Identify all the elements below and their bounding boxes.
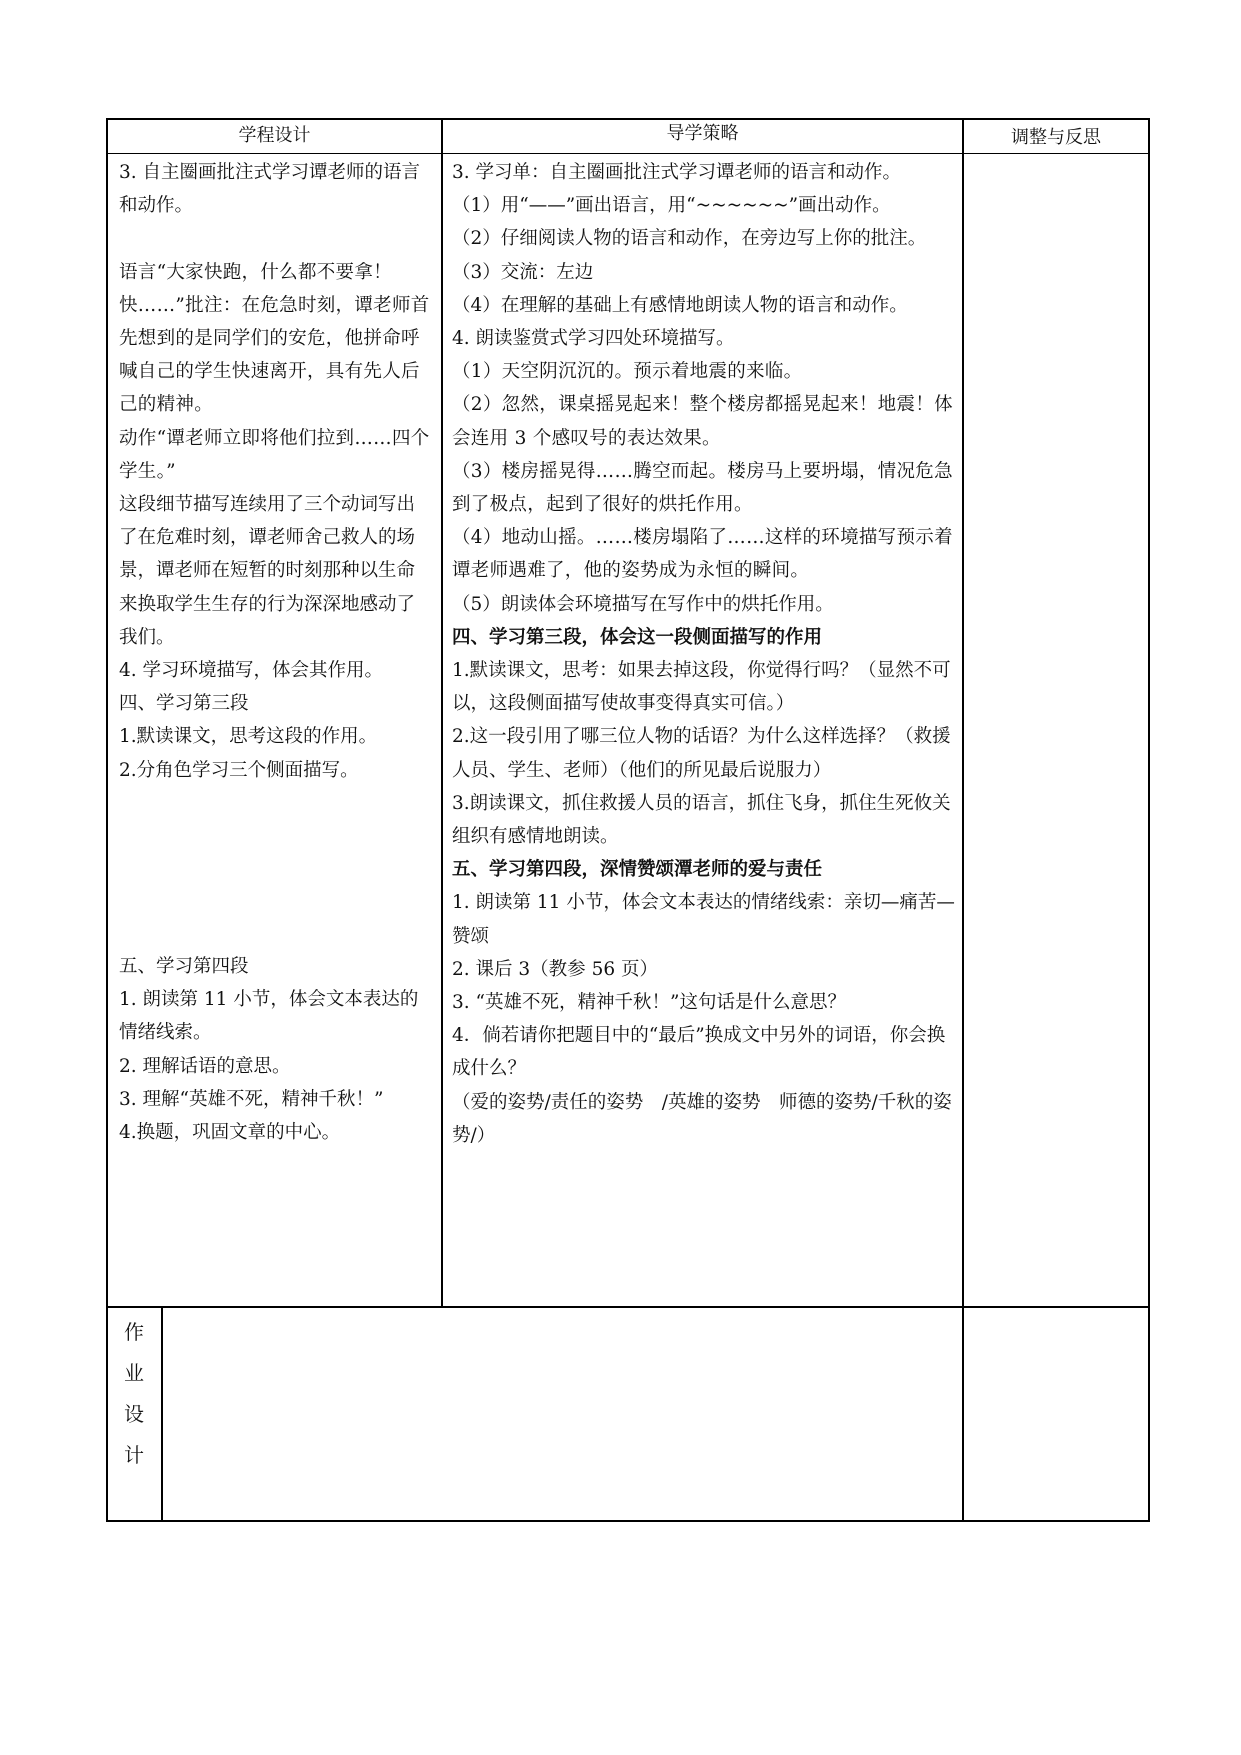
header-col1: 学程设计 (238, 125, 311, 146)
col2-item: （5）朗读体会环境描写在写作中的烘托作用。 (452, 593, 834, 615)
col2-item: （2）仔细阅读人物的语言和动作，在旁边写上你的批注。 (452, 228, 927, 250)
col2-item: （4）地动山摇。……楼房塌陷了……这样的环境描写预示着谭老师遇难了，他的姿势成为永恒的瞬间。 (452, 527, 953, 582)
col2-item: 3.朗读课文，抓住救援人员的语言，抓住飞身，抓住生死攸关组织有感情地朗读。 (452, 792, 951, 848)
col2-section-heading: 五、学习第四段，深情赞颂潭老师的爱与责任 (452, 859, 823, 881)
col1-blank (119, 222, 433, 255)
col1-item: 这段细节描写连续用了三个动词写出了在危难时刻，谭老师舍己救人的场景，谭老师在短暂的时刻那种以生命来换取学生生存的行为深深地感动了我们。 (119, 494, 416, 648)
homework-label-char: 作 (124, 1320, 144, 1344)
homework-design-label (106, 1312, 162, 1476)
col2-item: 4. 朗读鉴赏式学习四处环境描写。 (452, 328, 735, 350)
col2-item: 4．倘若请你把题目中的“最后”换成文中另外的词语，你会换成什么？ (452, 1025, 946, 1080)
table-border-bottom (106, 1520, 1150, 1522)
col2-item: （2）忽然，课桌摇晃起来！整个楼房都摇晃起来！地震！体会连用 3 个感叹号的表达效果。 (452, 394, 953, 449)
col-divider-2 (962, 118, 964, 1522)
col2-item: 2. 课后 3（教参 56 页） (452, 958, 658, 980)
col2-item: （3）交流：左边 (452, 261, 594, 283)
col2-item: 2.这一段引用了哪三位人物的话语？为什么这样选择？（救援人员、学生、老师）（他们的所见最后说服力） (452, 726, 951, 781)
col1-item: 2.分角色学习三个侧面描写。 (119, 759, 359, 781)
col2-item: （3）楼房摇晃得……腾空而起。楼房马上要坍塌，情况危急到了极点，起到了很好的烘托作用。 (452, 460, 953, 516)
table-border-right (1148, 118, 1150, 1522)
col1-item: 语言“大家快跑，什么都不要拿！快……”批注：在危急时刻，谭老师首先想到的是同学们的安危，他拼命呼喊自己的学生快速离开，具有先人后己的精神。 (119, 261, 430, 416)
col1-item: 动作“谭老师立即将他们拉到……四个学生。” (119, 427, 430, 482)
col-divider-1 (441, 118, 443, 1307)
homework-label-char: 业 (124, 1361, 144, 1385)
col1-item: 4.换题，巩固文章的中心。 (119, 1122, 341, 1144)
col2-item: （1）用“——”画出语言，用“~~~~~~”画出动作。 (452, 195, 891, 217)
col2-item: 1. 朗读第 11 小节，体会文本表达的情绪线索：亲切—痛苦—赞颂 (452, 892, 955, 947)
homework-divider (106, 1306, 1150, 1308)
homework-label-char: 设 (124, 1402, 144, 1426)
col2-item: （1）天空阴沉沉的。预示着地震的来临。 (452, 361, 803, 383)
header-col2: 导学策略 (666, 123, 739, 144)
column-guided-strategy (452, 156, 957, 1152)
col1-item: 1. 朗读第 11 小节，体会文本表达的情绪线索。 (119, 989, 419, 1044)
col2-section-heading: 四、学习第三段，体会这一段侧面描写的作用 (452, 626, 823, 648)
col2-item: （爱的姿势/责任的姿势 /英雄的姿势 师德的姿势/千秋的姿势/） (452, 1091, 952, 1146)
col1-item: 3. 理解“英雄不死，精神千秋！” (119, 1088, 384, 1110)
col2-item: 3. “英雄不死，精神千秋！”这句话是什么意思？ (452, 992, 846, 1014)
col1-item: 1.默读课文，思考这段的作用。 (119, 726, 378, 748)
col1-item: 4. 学习环境描写，体会其作用。 (119, 660, 384, 682)
col2-item: （4）在理解的基础上有感情地朗读人物的语言和动作。 (452, 294, 908, 316)
col1-item: 四、学习第三段 (119, 693, 249, 715)
homework-label-char: 计 (124, 1443, 144, 1467)
col1-item: 五、学习第四段 (119, 956, 249, 977)
header-col3: 调整与反思 (1011, 127, 1101, 148)
col1-item: 2. 理解话语的意思。 (119, 1055, 291, 1077)
col2-item: 3. 学习单：自主圈画批注式学习谭老师的语言和动作。 (452, 162, 902, 183)
column-learning-design-part2 (119, 950, 433, 1149)
col2-item: 1.默读课文，思考：如果去掉这段，你觉得行吗？（显然不可以，这段侧面描写使故事变得真实可信。） (452, 660, 951, 715)
col1-item: 3. 自主圈画批注式学习谭老师的语言和动作。 (119, 162, 421, 217)
column-learning-design (119, 156, 433, 787)
